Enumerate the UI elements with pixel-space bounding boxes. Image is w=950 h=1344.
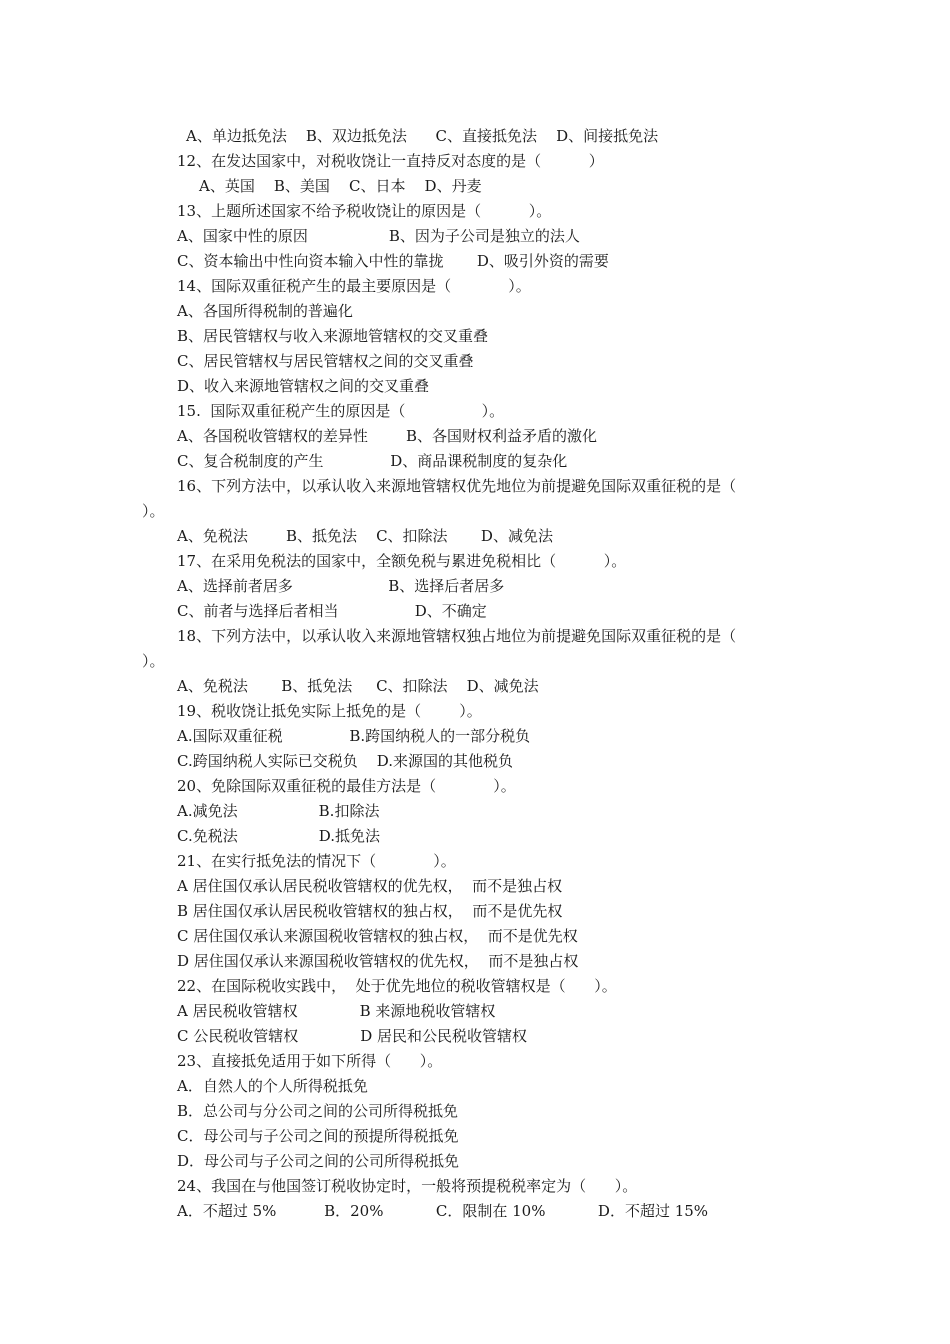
q23-question: 23、直接抵免适用于如下所得（ ）。	[177, 1052, 443, 1070]
q13-options-ab: A、国家中性的原因 B、因为子公司是独立的法人	[177, 227, 580, 245]
q17-options-ab: A、选择前者居多 B、选择后者居多	[177, 577, 505, 595]
q17-options-cd: C、前者与选择后者相当 D、不确定	[177, 602, 487, 620]
q18-question-cont: ）。	[142, 652, 165, 670]
q14-option-b: B、居民管辖权与收入来源地管辖权的交叉重叠	[177, 327, 489, 345]
q20-options-ab: A.减免法 B.扣除法	[177, 802, 380, 820]
q21-option-b: B 居住国仅承认居民税收管辖权的独占权， 而不是优先权	[177, 902, 563, 920]
q20-question: 20、免除国际双重征税的最佳方法是（ ）。	[177, 777, 516, 795]
q18-options: A、免税法 B、抵免法 C、扣除法 D、减免法	[177, 677, 539, 695]
q24-options: A．不超过 5% B．20% C．限制在 10% D．不超过 15%	[177, 1202, 709, 1220]
q24-question: 24、我国在与他国签订税收协定时，一般将预提税税率定为（ ）。	[177, 1177, 638, 1195]
q18-question: 18、下列方法中，以承认收入来源地管辖权独占地位为前提避免国际双重征税的是（	[177, 627, 737, 645]
q19-question: 19、税收饶让抵免实际上抵免的是（ ）。	[177, 702, 482, 720]
q22-options-cd: C 公民税收管辖权 D 居民和公民税收管辖权	[177, 1027, 528, 1045]
q20-options-cd: C.免税法 D.抵免法	[177, 827, 381, 845]
q14-question: 14、国际双重征税产生的最主要原因是（ ）。	[177, 277, 531, 295]
q13-question: 13、上题所述国家不给予税收饶让的原因是（ ）。	[177, 202, 552, 220]
q22-question: 22、在国际税收实践中， 处于优先地位的税收管辖权是（ ）。	[177, 977, 617, 995]
q19-options-ab: A.国际双重征税 B.跨国纳税人的一部分税负	[177, 727, 531, 745]
q15-options-ab: A、各国税收管辖权的差异性 B、各国财权利益矛盾的激化	[177, 427, 598, 445]
q14-option-d: D、收入来源地管辖权之间的交叉重叠	[177, 377, 430, 395]
q21-option-c: C 居住国仅承认来源国税收管辖权的独占权， 而不是优先权	[177, 927, 578, 945]
q14-option-a: A、各国所得税制的普遍化	[177, 302, 353, 320]
q23-option-b: B．总公司与分公司之间的公司所得税抵免	[177, 1102, 459, 1120]
q12-options: A、英国 B、美国 C、日本 D、丹麦	[199, 177, 482, 195]
q15-question: 15. 国际双重征税产生的原因是（ ）。	[177, 402, 505, 420]
q13-options-cd: C、资本输出中性向资本输入中性的靠拢 D、吸引外资的需要	[177, 252, 609, 270]
q11-options: A、单边抵免法 B、双边抵免法 C、直接抵免法 D、间接抵免法	[186, 127, 659, 145]
q23-option-a: A．自然人的个人所得税抵免	[177, 1077, 368, 1095]
q21-option-d: D 居住国仅承认来源国税收管辖权的优先权， 而不是独占权	[177, 952, 579, 970]
q19-options-cd: C.跨国纳税人实际已交税负 D.来源国的其他税负	[177, 752, 514, 770]
q14-option-c: C、居民管辖权与居民管辖权之间的交叉重叠	[177, 352, 474, 370]
q23-option-c: C．母公司与子公司之间的预提所得税抵免	[177, 1127, 459, 1145]
q16-question: 16、下列方法中，以承认收入来源地管辖权优先地位为前提避免国际双重征税的是（	[177, 477, 737, 495]
q12-question: 12、在发达国家中，对税收饶让一直持反对态度的是（ ）	[177, 152, 604, 170]
q21-question: 21、在实行抵免法的情况下（ ）。	[177, 852, 456, 870]
q22-options-ab: A 居民税收管辖权 B 来源地税收管辖权	[177, 1002, 496, 1020]
q23-option-d: D．母公司与子公司之间的公司所得税抵免	[177, 1152, 460, 1170]
q21-option-a: A 居住国仅承认居民税收管辖权的优先权， 而不是独占权	[177, 877, 563, 895]
q15-options-cd: C、复合税制度的产生 D、商品课税制度的复杂化	[177, 452, 568, 470]
q17-question: 17、在采用免税法的国家中，全额免税与累进免税相比（ ）。	[177, 552, 627, 570]
q16-question-cont: ）。	[142, 502, 165, 520]
q16-options: A、免税法 B、抵免法 C、扣除法 D、减免法	[177, 527, 553, 545]
